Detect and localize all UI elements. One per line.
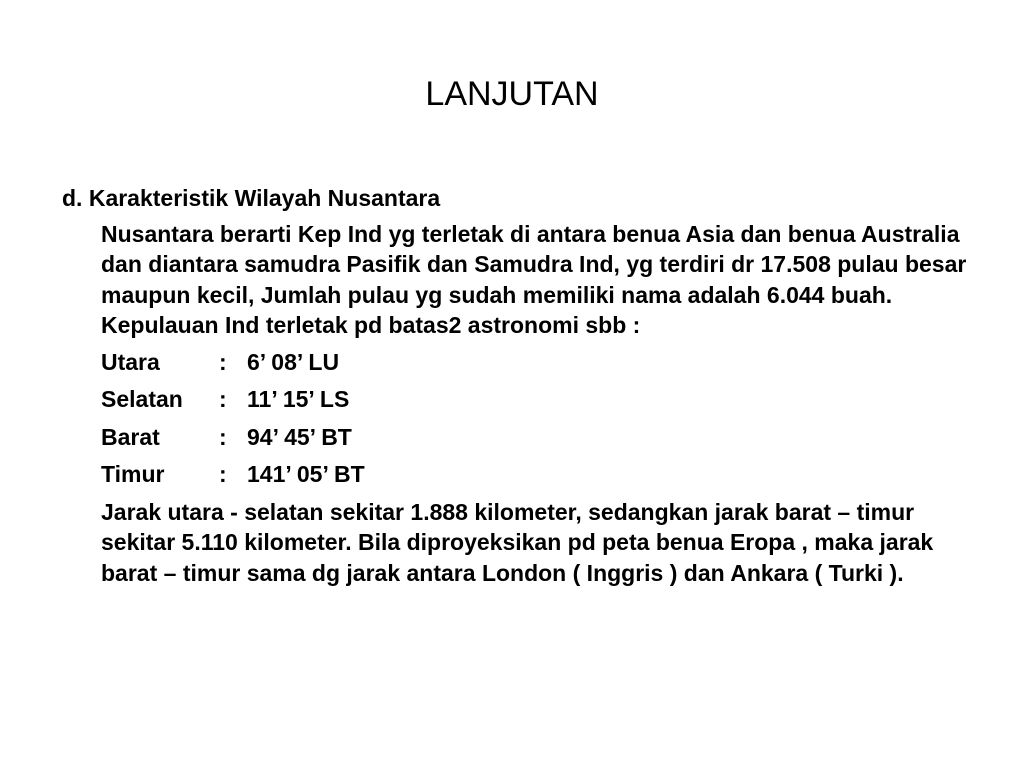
slide-content (62, 183, 982, 588)
closing-paragraph: Jarak utara - selatan sekitar 1.888 kilometer, sedangkan jarak barat – timur sekitar 5.110 kilometer. Bila diproyeksikan pd peta benua Eropa , maka jarak barat – timur sama dg jarak antara London ( Inggris ) dan Ankara ( Turki ). (101, 498, 934, 586)
coordinate-value: 11’ 15’ LS (247, 386, 350, 412)
coordinate-label: Utara (101, 348, 160, 375)
section-body (101, 219, 982, 589)
intro-paragraph: Nusantara berarti Kep Ind yg terletak di antara benua Asia dan benua Australia dan diantara samudra Pasifik dan Samudra Ind, yg terdiri dr 17.508 pulau besar maupun kecil, Jumlah pulau yg sudah memiliki nama adalah 6.044 buah. Kepulauan Ind terletak pd batas2 astronomi sbb : (101, 220, 967, 338)
section-heading: d. Karakteristik Wilayah Nusantara (62, 185, 441, 211)
coordinate-row-utara (101, 347, 982, 378)
coordinate-value: 141’ 05’ BT (247, 461, 365, 487)
coordinate-row-selatan (101, 384, 982, 415)
coordinate-label: Barat (101, 423, 160, 450)
coordinate-separator: : (219, 386, 227, 412)
slide-title: LANJUTAN (425, 75, 599, 113)
coordinate-separator: : (219, 423, 227, 450)
coordinate-row-barat (101, 422, 982, 453)
coordinate-label: Timur (101, 461, 165, 487)
coordinate-separator: : (219, 461, 227, 487)
coordinate-label: Selatan (101, 386, 183, 412)
coordinate-row-timur (101, 459, 982, 490)
coordinate-separator: : (219, 348, 227, 375)
coordinate-value: 6’ 08’ LU (247, 348, 340, 375)
coordinate-value: 94’ 45’ BT (247, 423, 352, 450)
